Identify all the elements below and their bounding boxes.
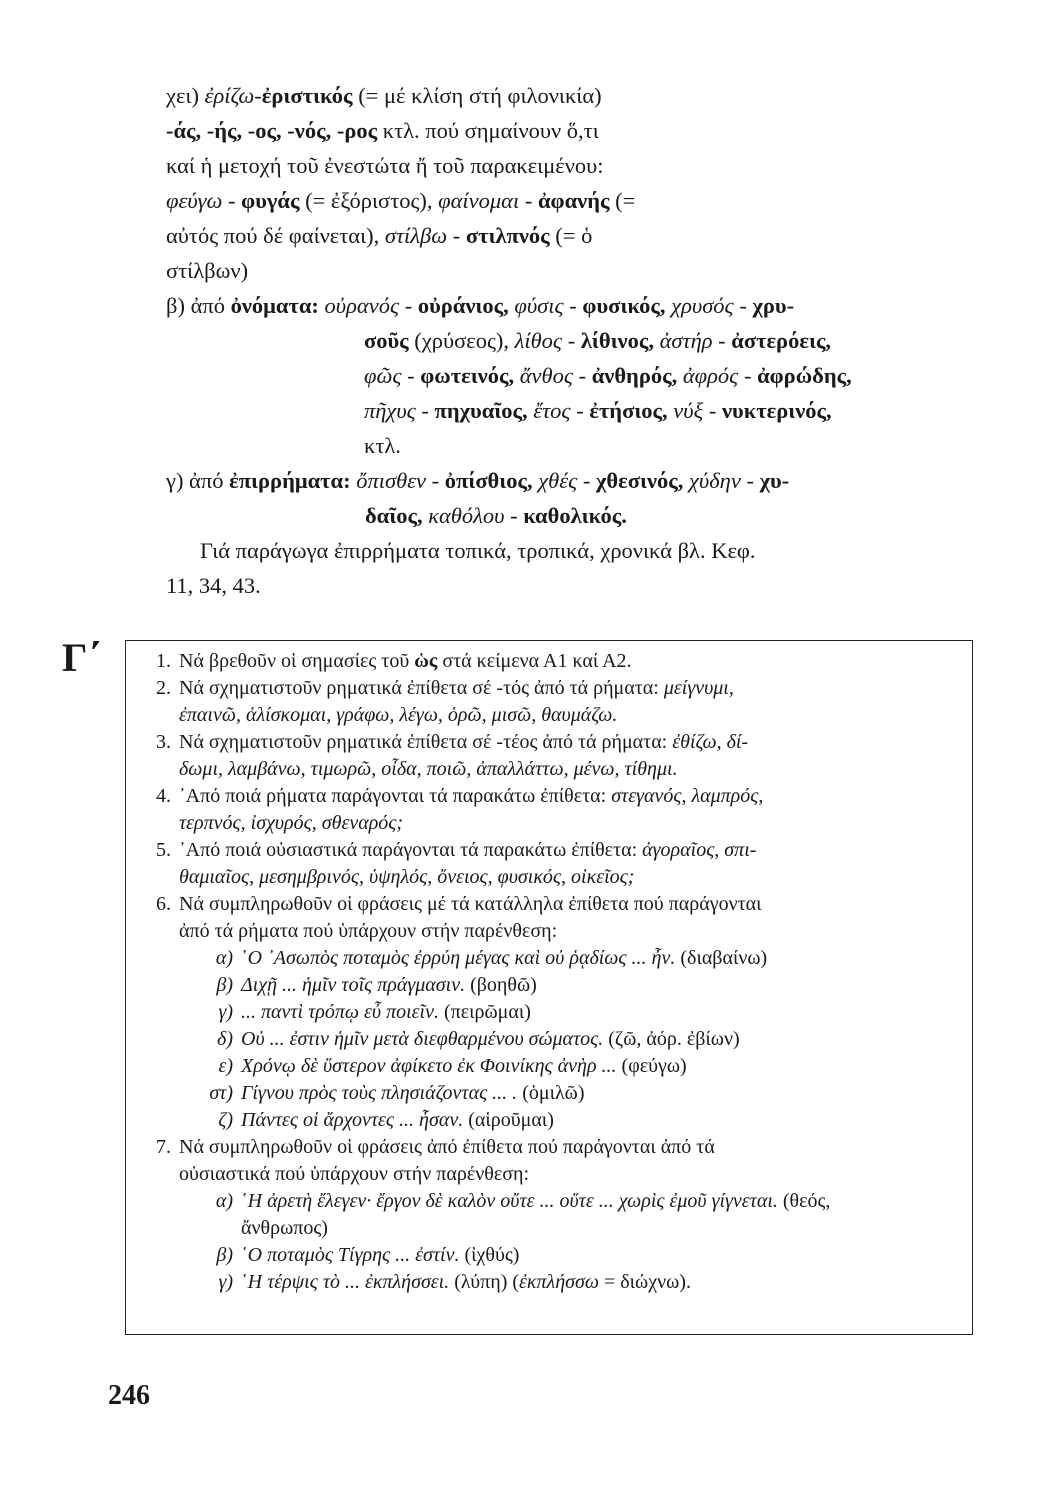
text-run: ἄνθος [519, 363, 573, 388]
text-run: (= ἐξόριστος), [299, 188, 439, 213]
sub-item-line [135, 1107, 965, 1134]
text-run: φαίνομαι [438, 188, 520, 213]
text-run: νυκτερινός, [721, 398, 832, 423]
text-run: ἀπό τά ρήματα πού ὑπάρχουν στήν παρένθεση: [179, 920, 558, 942]
text-run: - [733, 293, 753, 318]
sub-item-label: ζ) [218, 1109, 233, 1131]
text-run: ἀστερόεις, [731, 328, 832, 353]
exercise-list [135, 648, 965, 1296]
sub-item-label: στ) [209, 1082, 233, 1104]
exercise-line [135, 891, 965, 918]
text-run: - [712, 328, 732, 353]
text-run: ἀφρώδης, [757, 363, 852, 388]
text-run: φεύγω [166, 188, 223, 213]
text-run: ἐτήσιος, [589, 398, 668, 423]
exercise-number: 2. [156, 677, 171, 699]
text-run: γ) ἀπό [166, 468, 230, 493]
text-run: ἀγοραῖος, σπι- [642, 839, 757, 861]
sub-item-line [135, 1242, 965, 1269]
text-run: κτλ. [364, 433, 401, 458]
text-run: Νά σχηματιστοῦν ρηματικά ἐπίθετα σέ -τός ἀπό τά ρήματα: [179, 677, 664, 699]
sub-item-line [135, 972, 965, 999]
exercise-line [135, 756, 965, 783]
text-run: πῆχυς [364, 398, 416, 423]
line [166, 218, 966, 253]
text-run: -άς, -ής, -ος, -νός, -ρος [166, 118, 378, 143]
exercise-line [135, 702, 965, 729]
text-run: ἀφρός [682, 363, 739, 388]
text-run: - [401, 363, 421, 388]
sub-item-label: β) [216, 974, 233, 996]
text-run: (= [609, 188, 636, 213]
sub-item-line [135, 1269, 965, 1296]
text-run: - [426, 468, 445, 493]
text-run: καθολικός. [523, 503, 627, 528]
text-run: Νά συμπληρωθοῦν οἱ φράσεις μέ τά κατάλληλα ἐπίθετα πού παράγονται [179, 893, 762, 915]
line [166, 428, 966, 463]
text-run: ᾿Από ποιά ρήματα παράγονται τά παρακάτω ἐπίθετα: [179, 785, 612, 807]
text-run: - [254, 83, 262, 108]
line [166, 113, 966, 148]
text-run: (διαβαίνω) [675, 947, 768, 969]
text-run: ἀνθηρός, [591, 363, 678, 388]
sub-item-label: α) [215, 1190, 233, 1212]
text-run: - [504, 503, 524, 528]
section-mark: Γ΄ [62, 635, 101, 680]
exercise-line [135, 783, 965, 810]
text-run: καθόλου [428, 503, 505, 528]
text-run: χρυ- [752, 293, 795, 318]
text-run: - [562, 328, 581, 353]
exercise-number: 6. [156, 893, 171, 915]
text-run: - [222, 188, 242, 213]
text-run: (ἰχθύς) [459, 1244, 520, 1266]
text-run: ὄπισθεν [356, 468, 427, 493]
text-run: (= μέ κλίση στή φιλονικία) [352, 83, 602, 108]
exercise-number: 5. [156, 839, 171, 861]
text-run: Πάντες οἱ ἄρχοντες ... ἦσαν. [241, 1109, 464, 1131]
text-run: ᾿Από ποιά οὐσιαστικά παράγονται τά παρακάτω ἐπίθετα: [179, 839, 643, 861]
text-run: ῾Ο ποταμὸς Τίγρης ... ἐστίν. [241, 1244, 460, 1266]
line [166, 568, 966, 603]
text-run: ἄνθρωπος) [241, 1217, 328, 1239]
exercise-line [135, 810, 965, 837]
text-run: - [738, 363, 758, 388]
text-run: χθεσινός, [595, 468, 684, 493]
line [166, 533, 966, 568]
line [166, 78, 966, 113]
sub-item-line [135, 1026, 965, 1053]
text-run: τερπνός, ἰσχυρός, σθεναρός; [179, 812, 404, 834]
sub-item-label: ε) [218, 1055, 233, 1077]
sub-item-line [135, 945, 965, 972]
exercise-line [135, 837, 965, 864]
text-run: ὀπίσθιος, [444, 468, 533, 493]
line [166, 183, 966, 218]
text-run: 11, 34, 43. [166, 573, 261, 598]
sub-item-line [135, 1188, 965, 1215]
sub-item-label: γ) [218, 1001, 233, 1023]
text-run: στίλβω [384, 223, 448, 248]
text-run: ἐκπλήσσω [519, 1271, 599, 1293]
text-run: = διώχνω). [598, 1271, 691, 1293]
text-run: Νά σχηματιστοῦν ρηματικά ἐπίθετα σέ -τέος ἀπό τά ρήματα: [179, 731, 673, 753]
text-run: φυσικός, [582, 293, 666, 318]
text-run: ἔτος [533, 398, 571, 423]
text-run: - [563, 293, 583, 318]
text-run: - [570, 398, 590, 423]
text-run: χύδην [689, 468, 741, 493]
text-run: (θεός, [777, 1190, 831, 1212]
text-run: ὀνόματα: [230, 293, 319, 318]
text-run: - [447, 223, 466, 248]
text-run: λίθινος, [580, 328, 654, 353]
text-run: φωτεινός, [420, 363, 515, 388]
text-run: (χρύσεος), [408, 328, 515, 353]
text-run: - [572, 363, 592, 388]
text-run: β) ἀπό [166, 293, 231, 318]
text-run: νύξ [673, 398, 704, 423]
text-run: ἐθίζω, δί- [672, 731, 749, 753]
text-run: χυ- [759, 468, 790, 493]
text-run: ... παντὶ τρόπῳ εὖ ποιεῖν. [241, 1001, 439, 1023]
text-run: δαῖος, [365, 503, 423, 528]
text-run: φύσις [514, 293, 564, 318]
text-run: ἐπιρρήματα: [229, 468, 351, 493]
text-run: φῶς [364, 363, 402, 388]
sub-item-line [135, 999, 965, 1026]
exercise-number: 1. [156, 650, 171, 672]
text-run: Διχῇ ... ἡμῖν τοῖς πράγμασιν. [241, 974, 466, 996]
text-run: (= ὁ [549, 223, 593, 248]
sub-item-label: α) [215, 947, 233, 969]
text-run: - [703, 398, 722, 423]
text-run: λίθος [514, 328, 563, 353]
exercise-number: 4. [156, 785, 171, 807]
text-run: κτλ. πού σημαίνουν ὅ,τι [377, 118, 599, 143]
exercise-number: 7. [156, 1136, 171, 1158]
page-number: 246 [108, 1380, 150, 1411]
text-run: (φεύγω) [616, 1055, 687, 1077]
text-run: ἐριστικός [261, 83, 353, 108]
exercise-line [135, 1161, 965, 1188]
exercise-line [135, 864, 965, 891]
line [166, 148, 966, 183]
text-run: ἐρίζω [204, 83, 255, 108]
line [166, 323, 966, 358]
sub-item-line [135, 1080, 965, 1107]
text-run: μείγνυμι, [663, 677, 734, 699]
text-run: ῾Η ἀρετὴ ἔλεγεν· ἔργον δὲ καλὸν οὔτε ... οὔτε ... χωρὶς ἐμοῦ γίγνεται. [241, 1190, 778, 1212]
text-run: (ζῶ, ἀόρ. ἐβίων) [603, 1028, 740, 1050]
line-gamma [166, 463, 966, 498]
text-run: Γίγνου πρὸς τοὺς πλησιάζοντας ... . [241, 1082, 518, 1104]
text-run: Οὐ ... ἐστιν ἡμῖν μετὰ διεφθαρμένου σώματος. [241, 1028, 604, 1050]
text-run: χρυσός [671, 293, 734, 318]
text-run: Νά συμπληρωθοῦν οἱ φράσεις ἀπό ἐπίθετα πού παράγονται ἀπό τά [179, 1136, 715, 1158]
text-run: ῾Η τέρψις τὸ ... ἐκπλήσσει. [241, 1271, 450, 1293]
text-run: - [740, 468, 760, 493]
text-run: δωμι, λαμβάνω, τιμωρῶ, οἶδα, ποιῶ, ἀπαλλάττω, μένω, τίθημι. [179, 758, 678, 780]
text-run: (λύπη) ( [449, 1271, 520, 1293]
text-run: (ὁμιλῶ) [517, 1082, 585, 1104]
text-run: θαμιαῖος, μεσημβρινός, ὑψηλός, ὄνειος, φυσικός, οἰκεῖος; [179, 866, 635, 888]
text-run: χει) [166, 83, 205, 108]
text-run: στιλπνός [465, 223, 550, 248]
text-run: - [577, 468, 596, 493]
sub-item-line [135, 1215, 965, 1242]
main-text [166, 78, 966, 603]
text-run: Χρόνῳ δὲ ὕστερον ἀφίκετο ἐκ Φοινίκης ἀνὴρ ... [241, 1055, 617, 1077]
line [166, 358, 966, 393]
text-run: ἐπαινῶ, ἁλίσκομαι, γράφω, λέγω, ὁρῶ, μισῶ, θαυμάζω. [179, 704, 618, 726]
text-run: ἀφανής [538, 188, 610, 213]
text-run: Γιά παράγωγα ἐπιρρήματα τοπικά, τροπικά, χρονικά βλ. Κεφ. [200, 538, 756, 563]
sub-item-line [135, 1053, 965, 1080]
exercise-line [135, 675, 965, 702]
line-beta [166, 288, 966, 323]
line [166, 253, 966, 288]
text-run: στά κείμενα Α1 καί Α2. [437, 650, 632, 672]
text-run: οὐσιαστικά πού ὑπάρχουν στήν παρένθεση: [179, 1163, 530, 1185]
sub-item-label: γ) [218, 1271, 233, 1293]
text-run: ὡς [414, 650, 438, 672]
text-run: οὐρανός [324, 293, 400, 318]
exercise-number: 3. [156, 731, 171, 753]
text-run: Νά βρεθοῦν οἱ σημασίες τοῦ [179, 650, 415, 672]
text-run: - [519, 188, 538, 213]
line [166, 498, 966, 533]
text-run: αὐτός πού δέ φαίνεται), [166, 223, 385, 248]
text-run: (πειρῶμαι) [438, 1001, 531, 1023]
text-run: ῾Ο ᾿Ασωπὸς ποταμὸς ἐρρύη μέγας καὶ οὐ ῥᾳδίως ... ἦν. [241, 947, 676, 969]
text-run: στεγανός, λαμπρός, [611, 785, 764, 807]
text-run: ἀστήρ [659, 328, 713, 353]
text-run: σοῦς [364, 328, 409, 353]
text-run: - [399, 293, 418, 318]
sub-item-label: δ) [217, 1028, 233, 1050]
exercise-line [135, 729, 965, 756]
text-run: χθές [538, 468, 578, 493]
text-run: καί ἡ μετοχή τοῦ ἐνεστώτα ἤ τοῦ παρακειμένου: [166, 153, 604, 178]
text-run: (αἱροῦμαι) [463, 1109, 554, 1131]
text-run: οὐράνιος, [417, 293, 509, 318]
text-run: (βοηθῶ) [465, 974, 537, 996]
text-run: - [415, 398, 435, 423]
exercise-line [135, 648, 965, 675]
text-run: φυγάς [241, 188, 300, 213]
text-run: στίλβων) [166, 258, 249, 283]
sub-item-label: β) [216, 1244, 233, 1266]
line [166, 393, 966, 428]
exercise-line [135, 1134, 965, 1161]
text-run: πηχυαῖος, [434, 398, 528, 423]
exercise-line [135, 918, 965, 945]
